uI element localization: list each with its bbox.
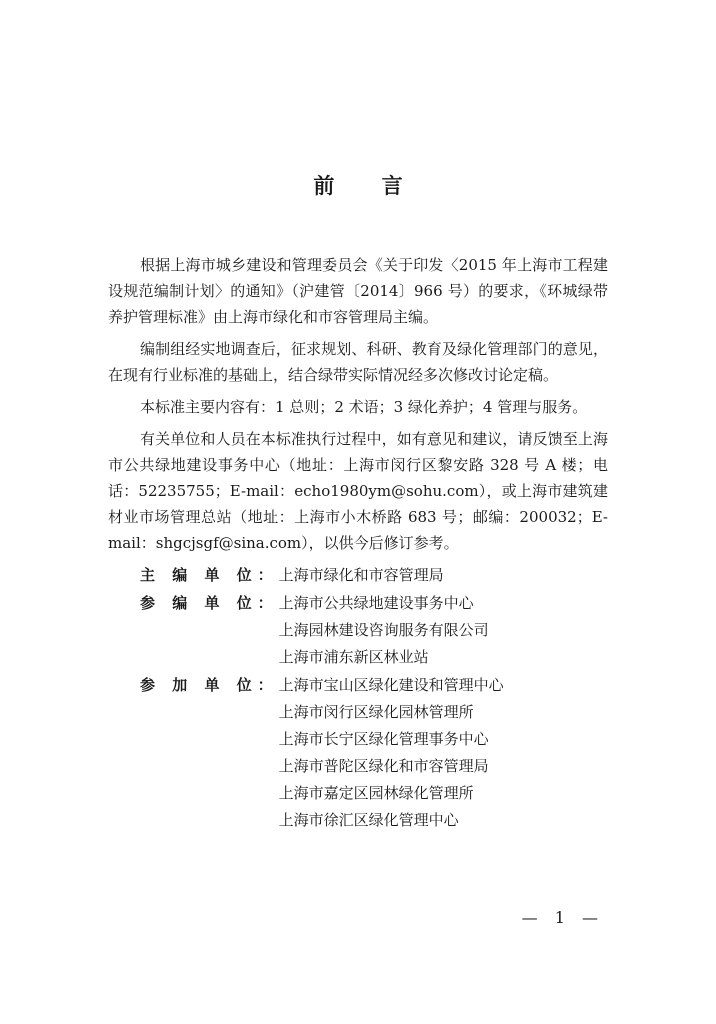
unit-item: 上海市闵行区绿化园林管理所 [278, 703, 474, 721]
unit-item: 上海市浦东新区林业站 [278, 648, 429, 666]
unit-item: 上海市长宁区绿化管理事务中心 [278, 730, 489, 748]
units-list [108, 562, 608, 834]
unit-item: 上海市公共绿地建设事务中心 [278, 594, 474, 612]
unit-label: 参 编 单 位： [140, 594, 279, 612]
unit-label: 参 加 单 位： [140, 676, 279, 694]
unit-item: 上海市宝山区绿化建设和管理中心 [278, 676, 504, 694]
preface-body [108, 252, 608, 835]
paragraph-origin: 根据上海市城乡建设和管理委员会《关于印发〈2015 年上海市工程建设规范编制计划〉的通知》（沪建管〔2014〕966 号）的要求，《环城绿带养护管理标准》由上海市绿化和市容管理局主编。 [108, 256, 608, 326]
unit-items [279, 590, 608, 671]
unit-item: 上海市徐汇区绿化管理中心 [278, 811, 459, 829]
unit-item: 上海园林建设咨询服务有限公司 [278, 621, 489, 639]
unit-label: 主 编 单 位： [140, 566, 279, 584]
unit-row-chief-editor [108, 562, 608, 589]
unit-item: 上海市普陀区绿化和市容管理局 [278, 757, 489, 775]
unit-items [279, 672, 608, 834]
paragraph-compilation: 编制组经实地调查后，征求规划、科研、教育及绿化管理部门的意见，在现有行业标准的基础上，结合绿带实际情况经多次修改讨论定稿。 [108, 340, 608, 384]
unit-items [279, 562, 608, 589]
paragraph-feedback: 有关单位和人员在本标准执行过程中，如有意见和建议，请反馈至上海市公共绿地建设事务中心（地址：上海市闵行区黎安路 328 号 A 楼；电话：52235755；E-mail：echo1980ym@sohu.com），或上海市建筑建材业市场管理总站（地址：上海市小木桥路 683 号；邮编：200032；E-mail：shgcjsgf@sina.com），以供今后修订参考。 [108, 430, 608, 552]
unit-row-co-editors [108, 590, 608, 671]
paragraph-contents: 本标准主要内容有：1 总则；2 术语；3 绿化养护；4 管理与服务。 [140, 398, 588, 416]
unit-row-participants [108, 672, 608, 834]
page-title: 前 言 [313, 174, 423, 198]
page-number: — 1 — [521, 908, 604, 927]
unit-item: 上海市绿化和市容管理局 [278, 566, 444, 584]
unit-item: 上海市嘉定区园林绿化管理所 [278, 784, 474, 802]
